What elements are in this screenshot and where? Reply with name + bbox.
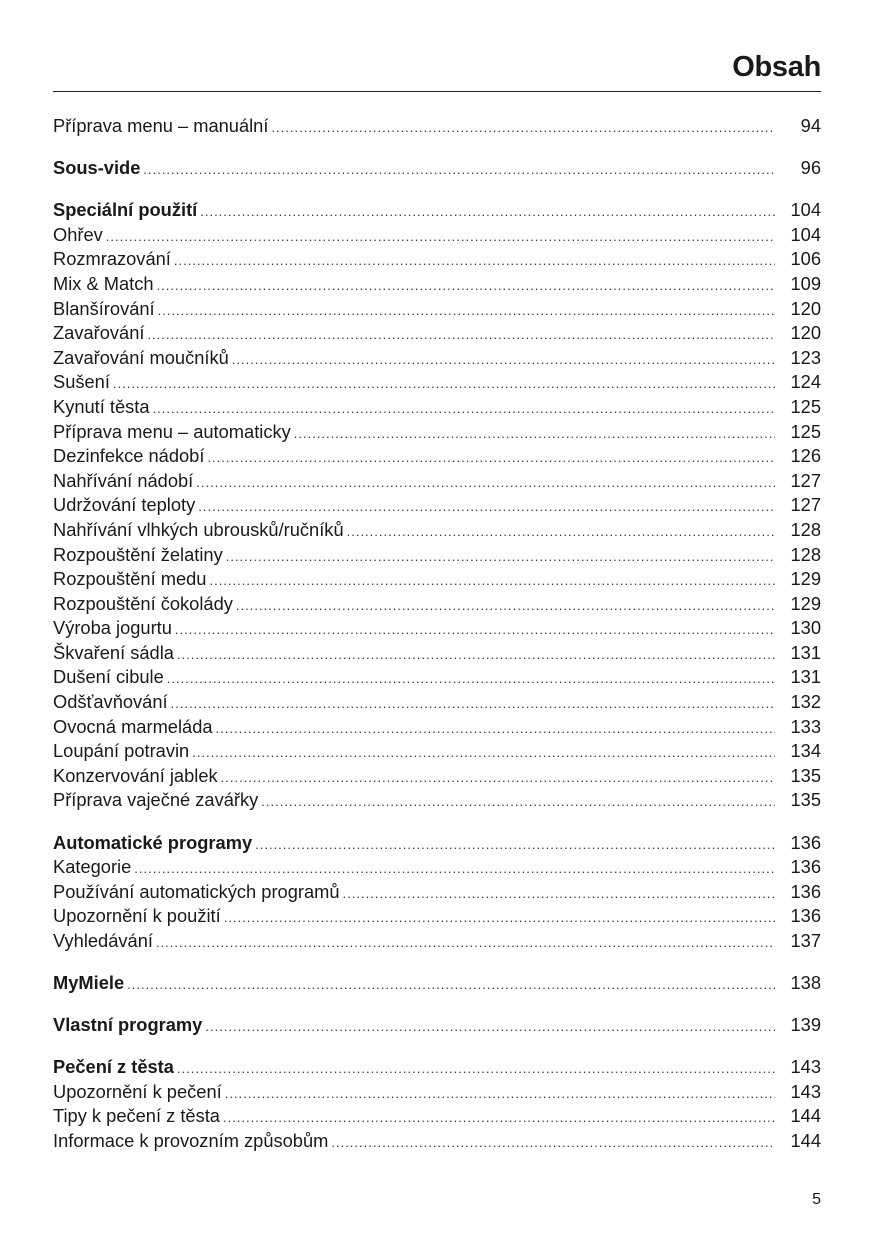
toc-entry-label: Rozpouštění želatiny — [53, 543, 223, 565]
toc-entry-row[interactable] — [53, 543, 821, 568]
toc-entry-row[interactable] — [53, 247, 821, 272]
toc-entry-page: 127 — [790, 469, 821, 491]
dot-leader — [347, 520, 775, 542]
toc-entry-label: MyMiele — [53, 972, 125, 993]
dot-leader — [209, 569, 775, 591]
toc-entry-label: Sous-vide — [53, 157, 141, 179]
toc-entry-page: 144 — [790, 1105, 821, 1127]
toc-entry-row[interactable] — [53, 223, 821, 248]
toc-entry-page: 120 — [790, 297, 821, 319]
toc-entry-row[interactable] — [53, 420, 821, 445]
toc-section-row[interactable] — [53, 198, 821, 223]
page-title: Obsah — [732, 51, 821, 83]
toc-entry-page: 136 — [790, 831, 821, 853]
toc-entry-page: 135 — [790, 789, 821, 811]
toc-entry-row[interactable] — [53, 518, 821, 543]
toc-group — [53, 114, 821, 139]
toc-group — [53, 198, 821, 813]
toc-entry-label: Rozmrazování — [53, 248, 171, 270]
toc-entry-label: Upozornění k použití — [53, 905, 221, 927]
dot-leader — [147, 323, 775, 345]
toc-entry-label: Dušení cibule — [53, 666, 164, 688]
dot-leader — [216, 717, 775, 739]
dot-leader — [224, 906, 775, 928]
toc-section-row[interactable] — [53, 831, 821, 856]
toc-entry-row[interactable] — [53, 929, 821, 954]
toc-entry-label: Mix & Match — [53, 272, 154, 294]
toc-entry-page: 144 — [790, 1129, 821, 1151]
dot-leader — [196, 471, 775, 493]
toc-entry-page: 132 — [790, 691, 821, 713]
toc-entry-row[interactable] — [53, 665, 821, 690]
toc-entry-page: 125 — [790, 395, 821, 417]
toc-entry-row[interactable] — [53, 616, 821, 641]
dot-leader — [143, 158, 775, 180]
toc-entry-label: Zavařování moučníků — [53, 346, 229, 368]
dot-leader — [261, 790, 775, 812]
toc-entry-row[interactable] — [53, 370, 821, 395]
toc-entry-page: 127 — [790, 494, 821, 516]
toc-entry-label: Udržování teploty — [53, 494, 196, 516]
toc-entry-label: Dezinfekce nádobí — [53, 445, 205, 467]
dot-leader — [127, 973, 775, 995]
toc-entry-label: Rozpouštění čokolády — [53, 592, 233, 614]
toc-entry-label: Loupání potravin — [53, 740, 190, 762]
dot-leader — [158, 299, 775, 321]
toc-entry-row[interactable] — [53, 788, 821, 813]
toc-entry-label: Tipy k pečení z těsta — [53, 1105, 220, 1127]
toc-entry-label: Vyhledávání — [53, 929, 153, 951]
dot-leader — [134, 857, 775, 879]
toc-entry-row[interactable] — [53, 114, 821, 139]
toc-entry-page: 131 — [790, 641, 821, 663]
toc-entry-row[interactable] — [53, 904, 821, 929]
toc-entry-label: Kategorie — [53, 856, 132, 878]
toc-entry-page: 125 — [790, 420, 821, 442]
toc-entry-row[interactable] — [53, 1104, 821, 1129]
toc-entry-label: Upozornění k pečení — [53, 1080, 222, 1102]
dot-leader — [271, 116, 775, 138]
toc-entry-page: 104 — [790, 199, 821, 221]
toc-entry-label: Používání automatických programů — [53, 880, 340, 902]
toc-entry-page: 96 — [800, 157, 821, 179]
toc-entry-label: Výroba jogurtu — [53, 617, 172, 639]
toc-entry-label: Pečení z těsta — [53, 1056, 174, 1078]
toc-entry-page: 135 — [790, 764, 821, 786]
toc-section-row[interactable] — [53, 1013, 821, 1038]
toc-entry-row[interactable] — [53, 880, 821, 905]
toc-entry-label: Nahřívání nádobí — [53, 469, 194, 491]
dot-leader — [236, 594, 775, 616]
toc-group — [53, 156, 821, 181]
toc-entry-row[interactable] — [53, 855, 821, 880]
toc-entry-label: Příprava menu – automaticky — [53, 420, 291, 442]
toc-entry-page: 137 — [790, 929, 821, 951]
toc-entry-label: Speciální použití — [53, 199, 198, 221]
dot-leader — [177, 643, 775, 665]
toc-entry-label: Vlastní programy — [53, 1014, 203, 1036]
toc-entry-page: 120 — [790, 322, 821, 344]
dot-leader — [294, 422, 775, 444]
toc-entry-label: Automatické programy — [53, 831, 253, 853]
toc-entry-label: Ohřev — [53, 223, 103, 245]
dot-leader — [200, 200, 775, 222]
dot-leader — [343, 882, 775, 904]
toc-entry-page: 123 — [790, 346, 821, 368]
toc-entry-row[interactable] — [53, 567, 821, 592]
toc-entry-label: Informace k provozním způsobům — [53, 1129, 329, 1151]
toc-entry-label: Nahřívání vlhkých ubrousků/ručníků — [53, 518, 344, 540]
dot-leader — [198, 495, 775, 517]
toc-entry-page: 134 — [790, 740, 821, 762]
dot-leader — [205, 1015, 775, 1037]
toc-entry-page: 143 — [790, 1056, 821, 1078]
toc-entry-label: Příprava menu – manuální — [53, 115, 269, 136]
toc-entry-row[interactable] — [53, 346, 821, 371]
dot-leader — [167, 667, 775, 689]
toc-entry-row[interactable] — [53, 493, 821, 518]
dot-leader — [192, 741, 775, 763]
toc-entry-page: 129 — [790, 568, 821, 590]
header-divider — [53, 91, 821, 92]
toc-section-row[interactable] — [53, 971, 821, 996]
dot-leader — [171, 692, 775, 714]
toc-entry-row[interactable] — [53, 272, 821, 297]
toc-entry-label: Příprava vaječné zavářky — [53, 789, 259, 811]
dot-leader — [207, 446, 775, 468]
page-number: 5 — [812, 1191, 821, 1208]
toc-entry-row[interactable] — [53, 592, 821, 617]
toc-entry-label: Sušení — [53, 371, 110, 393]
toc-entry-label: Zavařování — [53, 322, 145, 344]
toc-section-row[interactable] — [53, 156, 821, 181]
toc-entry-label: Rozpouštění medu — [53, 568, 207, 590]
toc-entry-page: 136 — [790, 856, 821, 878]
toc-entry-row[interactable] — [53, 739, 821, 764]
table-of-contents — [53, 114, 821, 1171]
dot-leader — [156, 931, 775, 953]
toc-entry-page: 104 — [790, 223, 821, 245]
toc-entry-page: 106 — [790, 248, 821, 270]
toc-entry-label: Kynutí těsta — [53, 395, 150, 417]
toc-entry-row[interactable] — [53, 321, 821, 346]
toc-entry-page: 109 — [790, 272, 821, 294]
dot-leader — [106, 225, 775, 247]
dot-leader — [153, 397, 775, 419]
dot-leader — [225, 1082, 775, 1104]
dot-leader — [331, 1131, 775, 1153]
toc-entry-row[interactable] — [53, 469, 821, 494]
toc-entry-page: 143 — [790, 1080, 821, 1102]
dot-leader — [223, 1106, 775, 1128]
toc-entry-row[interactable] — [53, 297, 821, 322]
toc-entry-row[interactable] — [53, 641, 821, 666]
toc-group — [53, 971, 821, 996]
toc-entry-page: 130 — [790, 617, 821, 639]
toc-entry-row[interactable] — [53, 1080, 821, 1105]
toc-entry-page: 94 — [800, 115, 821, 136]
toc-entry-label: Blanšírování — [53, 297, 155, 319]
toc-entry-page: 136 — [790, 880, 821, 902]
toc-entry-page: 129 — [790, 592, 821, 614]
toc-entry-page: 138 — [790, 972, 821, 993]
toc-entry-row[interactable] — [53, 395, 821, 420]
toc-entry-label: Škvaření sádla — [53, 641, 174, 663]
dot-leader — [232, 348, 775, 370]
toc-entry-page: 131 — [790, 666, 821, 688]
toc-entry-row[interactable] — [53, 715, 821, 740]
toc-entry-row[interactable] — [53, 1129, 821, 1154]
dot-leader — [113, 372, 775, 394]
dot-leader — [221, 766, 775, 788]
toc-entry-page: 133 — [790, 715, 821, 737]
toc-section-row[interactable] — [53, 1055, 821, 1080]
toc-entry-page: 128 — [790, 518, 821, 540]
dot-leader — [255, 833, 775, 855]
toc-entry-page: 124 — [790, 371, 821, 393]
dot-leader — [174, 249, 775, 271]
toc-entry-label: Odšťavňování — [53, 691, 168, 713]
dot-leader — [157, 274, 775, 296]
toc-entry-page: 128 — [790, 543, 821, 565]
toc-entry-page: 126 — [790, 445, 821, 467]
dot-leader — [177, 1057, 775, 1079]
toc-group — [53, 1013, 821, 1038]
toc-group — [53, 1055, 821, 1153]
toc-entry-label: Ovocná marmeláda — [53, 715, 213, 737]
dot-leader — [175, 618, 775, 640]
toc-entry-row[interactable] — [53, 444, 821, 469]
toc-entry-label: Konzervování jablek — [53, 764, 218, 786]
toc-entry-page: 139 — [790, 1014, 821, 1036]
toc-group — [53, 831, 821, 954]
toc-entry-row[interactable] — [53, 764, 821, 789]
toc-entry-row[interactable] — [53, 690, 821, 715]
toc-entry-page: 136 — [790, 905, 821, 927]
dot-leader — [226, 545, 775, 567]
